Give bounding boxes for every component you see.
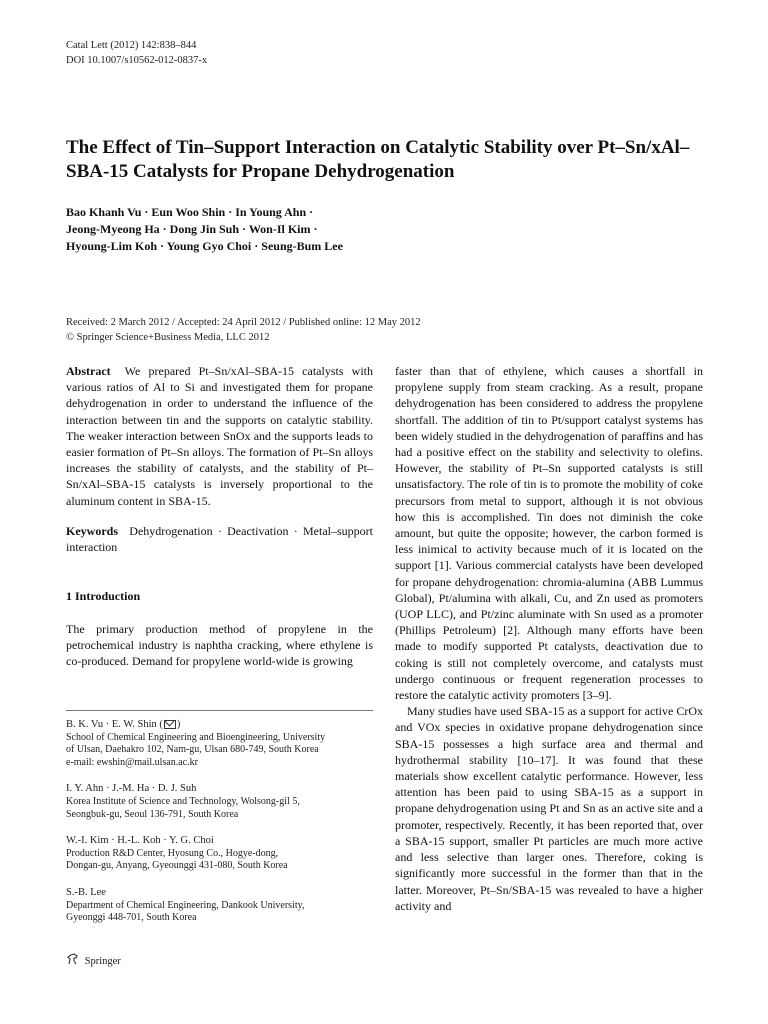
publication-dates <box>66 315 726 345</box>
keywords-text: Dehydrogenation · Deactivation · Metal–support interaction <box>66 523 373 555</box>
abstract-label: Abstract <box>66 364 111 378</box>
affiliation-block <box>66 835 376 873</box>
received-line: Received: 2 March 2012 / Accepted: 24 April 2012 / Published online: 12 May 2012 <box>66 317 421 328</box>
keywords-label: Keywords <box>66 523 118 538</box>
right-column <box>395 363 703 914</box>
affiliation-names: B. K. Vu · E. W. Shin <box>66 719 157 730</box>
intro-left-text: The primary production method of propylene in the petrochemical industry is naphtha cracking, where ethylene is co-produced. Demand for propylene world-wide is growing <box>66 622 373 669</box>
affiliation-line: Seongbuk-gu, Seoul 136-791, South Korea <box>66 808 239 820</box>
left-column <box>66 363 373 555</box>
affiliation-names: I. Y. Ahn · J.-M. Ha · D. J. Suh <box>66 783 197 795</box>
keywords <box>66 523 373 555</box>
intro-paragraph: faster than that of ethylene, which causes a shortfall in propylene supply from steam cracking. As a result, propane dehydrogenation has been considered to address the propylene shortfall. The addition of tin to Pt/support catalyst systems has been widely studied in the dehydrogenation of paraffins and has had a positive effect on the stability and selectivity to olefins. However, the stability of Pt–Sn supported catalysts is still unsatisfactory. The role of tin is to promote the mobility of coke precursors from metal to support, although it is not obvious how this is accomplished. Tin does not diminish the coke amount, but quite the opposite; however, the carbon formed is less inimical to activity because much of it is located on the support [1]. Various commercial catalysts have been developed for propane dehydrogenation: chromia-alumina (ABB Lummus Global), Pt/alumina with alkali, Cu, and Zn used as promoters (UOP LLC), and Pt/zinc aluminate with Sn used as a promoter (Phillips Petroleum) [2]. Although many efforts have been made to modify supported Pt catalysts, deactivation due to coking is still not completely overcome, and catalysts must undergo continuous or frequent regeneration processes to restore the catalytic activity promoters [3–9]. <box>395 364 703 703</box>
affiliation-line: Korea Institute of Science and Technology, Wolsong-gil 5, <box>66 795 300 807</box>
abstract <box>66 363 373 509</box>
author-line: Hyoung-Lim Koh · Young Gyo Choi · Seung-Bum Lee <box>66 239 343 253</box>
publisher-name: Springer <box>84 956 121 967</box>
affiliation-block <box>66 783 376 821</box>
paper-title: The Effect of Tin–Support Interaction on Catalytic Stability over Pt–Sn/xAl–SBA-15 Catalysts for Propane Dehydrogenation <box>66 137 690 182</box>
author-line: Jeong-Myeong Ha · Dong Jin Suh · Won-Il Kim · <box>66 222 318 236</box>
journal-doi: DOI 10.1007/s10562-012-0837-x <box>66 55 208 66</box>
journal-citation: Catal Lett (2012) 142:838–844 <box>66 40 197 51</box>
section-heading: 1 Introduction <box>66 589 141 603</box>
author-line: Bao Khanh Vu · Eun Woo Shin · In Young Ahn · <box>66 205 314 219</box>
envelope-icon <box>164 720 176 729</box>
author-list <box>66 204 716 255</box>
affiliation-block: B. K. Vu · E. W. Shin ( ) School of Chemical Engineering and Bioengineering, University of Ulsan, Daehakro 102, Nam-gu, Ulsan 680-749, South Korea e-mail: ewshin@mail.ulsan.ac.kr <box>66 719 376 769</box>
affiliation-line: Gyeonggi 448-701, South Korea <box>66 912 197 924</box>
affiliation-line: Department of Chemical Engineering, Dankook University, <box>66 899 305 911</box>
affiliation-names: S.-B. Lee <box>66 886 106 898</box>
affiliation-names: W.-I. Kim · H.-L. Koh · Y. G. Choi <box>66 835 214 847</box>
affiliation-line: Dongan-gu, Anyang, Gyeounggi 431-080, South Korea <box>66 860 288 872</box>
affiliation-line: School of Chemical Engineering and Bioengineering, University <box>66 731 326 743</box>
springer-horse-icon <box>66 952 80 966</box>
page-footer <box>66 952 121 967</box>
affiliation-line: Production R&D Center, Hyosung Co., Hogye-dong, <box>66 847 279 859</box>
abstract-text: We prepared Pt–Sn/xAl–SBA-15 catalysts with various ratios of Al to Si and investigated them for propane dehydrogenation in order to understand the influence of the interaction between tin and the supports on catalytic stability. The weaker interaction between SnOx and the supports leads to easier formation of Pt–Sn alloys. The formation of Pt–Sn alloys increases the stability of catalysts, and the stability of Pt–Sn/xAl–SBA-15 catalysts is inversely proportional to the aluminum content in SBA-15. <box>66 364 373 508</box>
affiliation-email: e-mail: ewshin@mail.ulsan.ac.kr <box>66 756 198 768</box>
affiliations <box>66 719 376 939</box>
intro-paragraph: Many studies have used SBA-15 as a support for active CrOx and VOx species in oxidative propane dehydrogenation since SBA-15 possesses a high surface area and thermal and hydrothermal stability [10–17]. It was found that these materials show excellent catalytic performance. However, less attention has been paid to using SBA-15 as a support in propane dehydrogenation using Pt and Sn as an active site and a promoter, respectively. Recently, it has been reported that, over a SBA-15 support, smaller Pt particles are much more active and less selective than larger ones. Therefore, coking is significantly more successful in the former than that in the latter. Moreover, Pt–Sn/SBA-15 was revealed to have a higher activity and <box>395 704 703 913</box>
affiliation-block <box>66 887 376 925</box>
copyright-line: © Springer Science+Business Media, LLC 2012 <box>66 332 270 343</box>
journal-header <box>66 38 207 68</box>
affiliation-line: of Ulsan, Daehakro 102, Nam-gu, Ulsan 680-749, South Korea <box>66 744 319 756</box>
footnote-divider <box>66 710 373 711</box>
